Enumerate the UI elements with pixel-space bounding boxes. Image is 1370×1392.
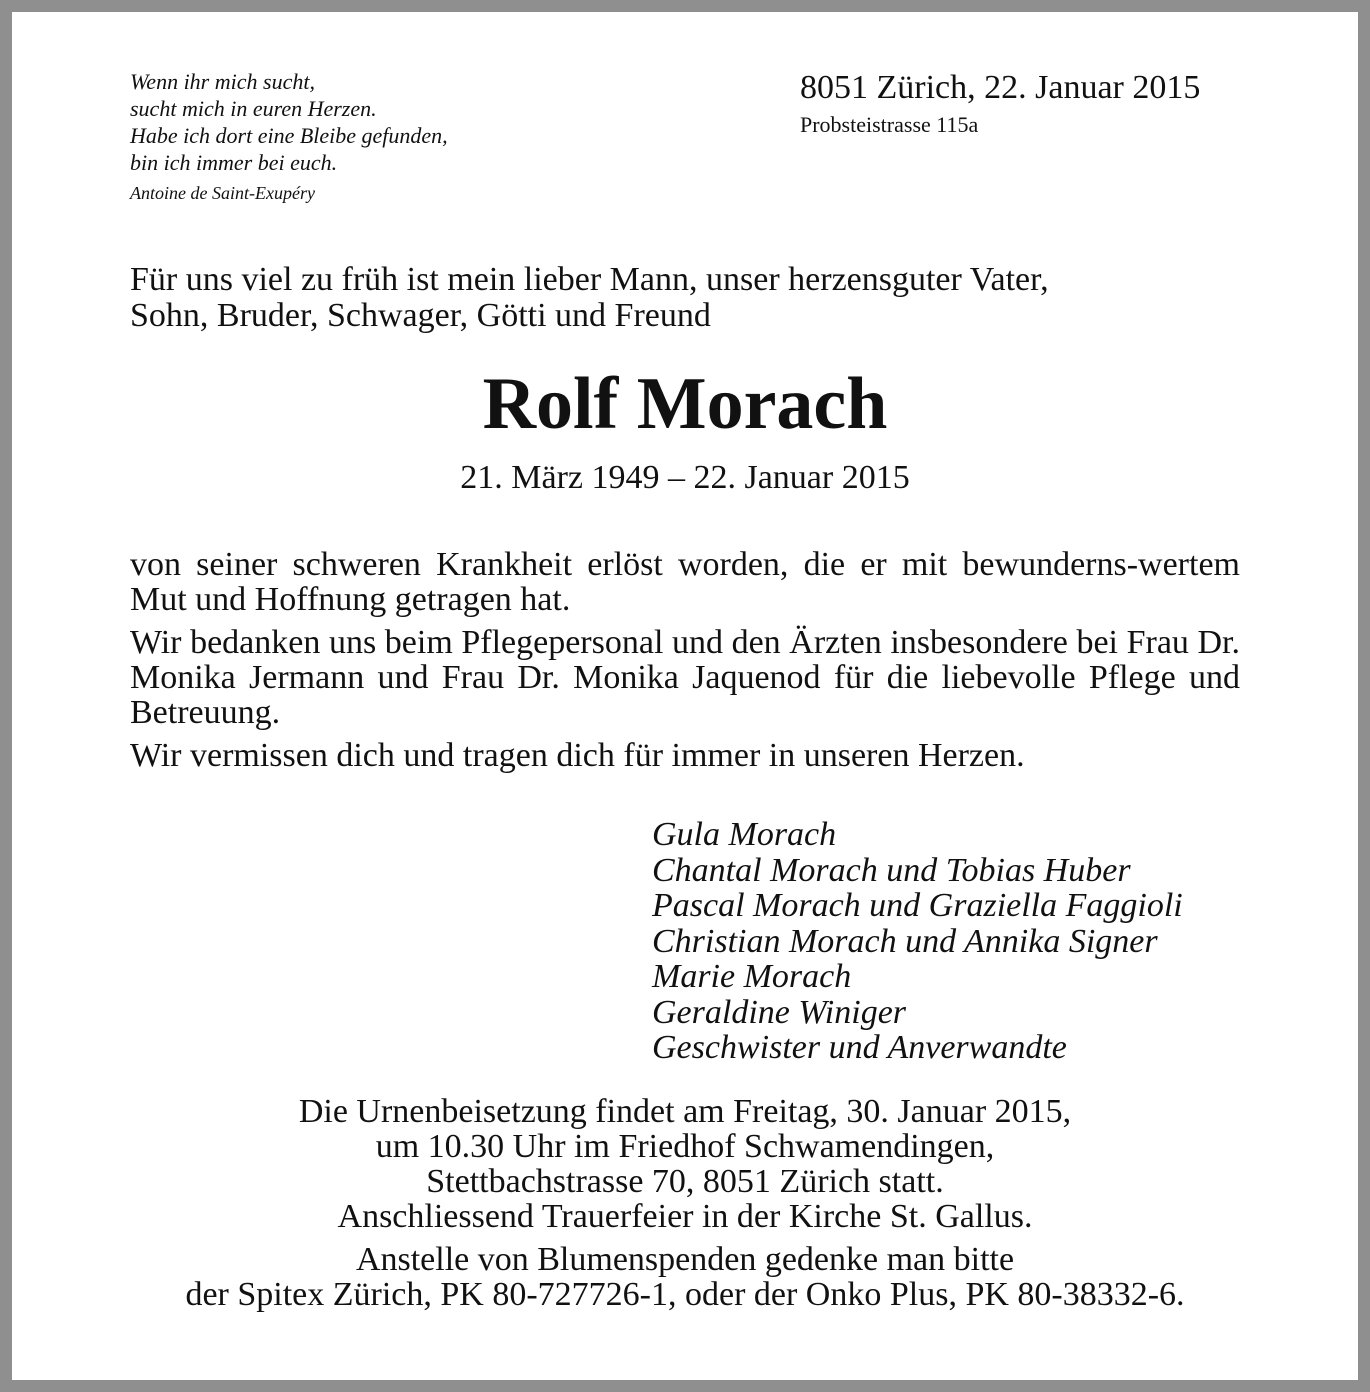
quote-author: Antoine de Saint-Exupéry bbox=[130, 183, 315, 203]
family-member: Geschwister und Anverwandte bbox=[652, 1029, 1067, 1066]
family-member: Pascal Morach und Graziella Faggioli bbox=[652, 887, 1183, 924]
quote-line: sucht mich in euren Herzen. bbox=[130, 96, 377, 121]
place-date: 8051 Zürich, 22. Januar 2015 bbox=[800, 69, 1201, 106]
body-text bbox=[130, 547, 1240, 781]
body-paragraph: Wir vermissen dich und tragen dich für immer in unseren Herzen. bbox=[130, 737, 1025, 774]
place-date-block bbox=[800, 68, 1240, 140]
family-list bbox=[652, 817, 1183, 1066]
donation-line: der Spitex Zürich, PK 80-727726-1, oder der Onko Plus, PK 80-38332-6. bbox=[185, 1276, 1185, 1313]
body-paragraph: Wir bedanken uns beim Pflegepersonal und den Ärzten insbesondere bei Frau Dr. Monika Jermann und Frau Dr. Monika Jaquenod für die liebevolle Pflege und Betreuung. bbox=[130, 624, 1240, 731]
family-member: Gula Morach bbox=[652, 816, 837, 853]
deceased-name: Rolf Morach bbox=[482, 363, 888, 445]
street-address: Probsteistrasse 115a bbox=[800, 112, 979, 137]
service-line: um 10.30 Uhr im Friedhof Schwamendingen, bbox=[375, 1128, 995, 1165]
family-member: Chantal Morach und Tobias Huber bbox=[652, 851, 1131, 889]
service-info bbox=[130, 1094, 1240, 1312]
donation-line: Anstelle von Blumenspenden gedenke man bitte bbox=[355, 1241, 1015, 1278]
quote-block bbox=[130, 68, 448, 207]
quote-line: Wenn ihr mich sucht, bbox=[130, 69, 315, 94]
intro-line: Sohn, Bruder, Schwager, Götti und Freund bbox=[130, 297, 711, 334]
quote-line: Habe ich dort eine Bleibe gefunden, bbox=[130, 123, 448, 148]
obituary-card bbox=[12, 12, 1358, 1380]
family-member: Christian Morach und Annika Signer bbox=[652, 922, 1158, 960]
service-line: Anschliessend Trauerfeier in der Kirche St. Gallus. bbox=[337, 1198, 1033, 1235]
service-line: Die Urnenbeisetzung findet am Freitag, 30. Januar 2015, bbox=[298, 1093, 1072, 1130]
family-member: Marie Morach bbox=[652, 958, 852, 995]
service-line: Stettbachstrasse 70, 8051 Zürich statt. bbox=[426, 1163, 944, 1200]
donation-info bbox=[130, 1242, 1240, 1312]
family-member: Geraldine Winiger bbox=[652, 993, 907, 1031]
intro-line: Für uns viel zu früh ist mein lieber Mann, unser herzensguter Vater, bbox=[130, 261, 1049, 298]
intro-text bbox=[130, 262, 1240, 334]
life-dates: 21. März 1949 – 22. Januar 2015 bbox=[460, 459, 910, 496]
quote-line: bin ich immer bei euch. bbox=[130, 150, 338, 175]
body-paragraph: von seiner schweren Krankheit erlöst worden, die er mit bewunderns-wertem Mut und Hoffnung getragen hat. bbox=[130, 546, 1240, 618]
